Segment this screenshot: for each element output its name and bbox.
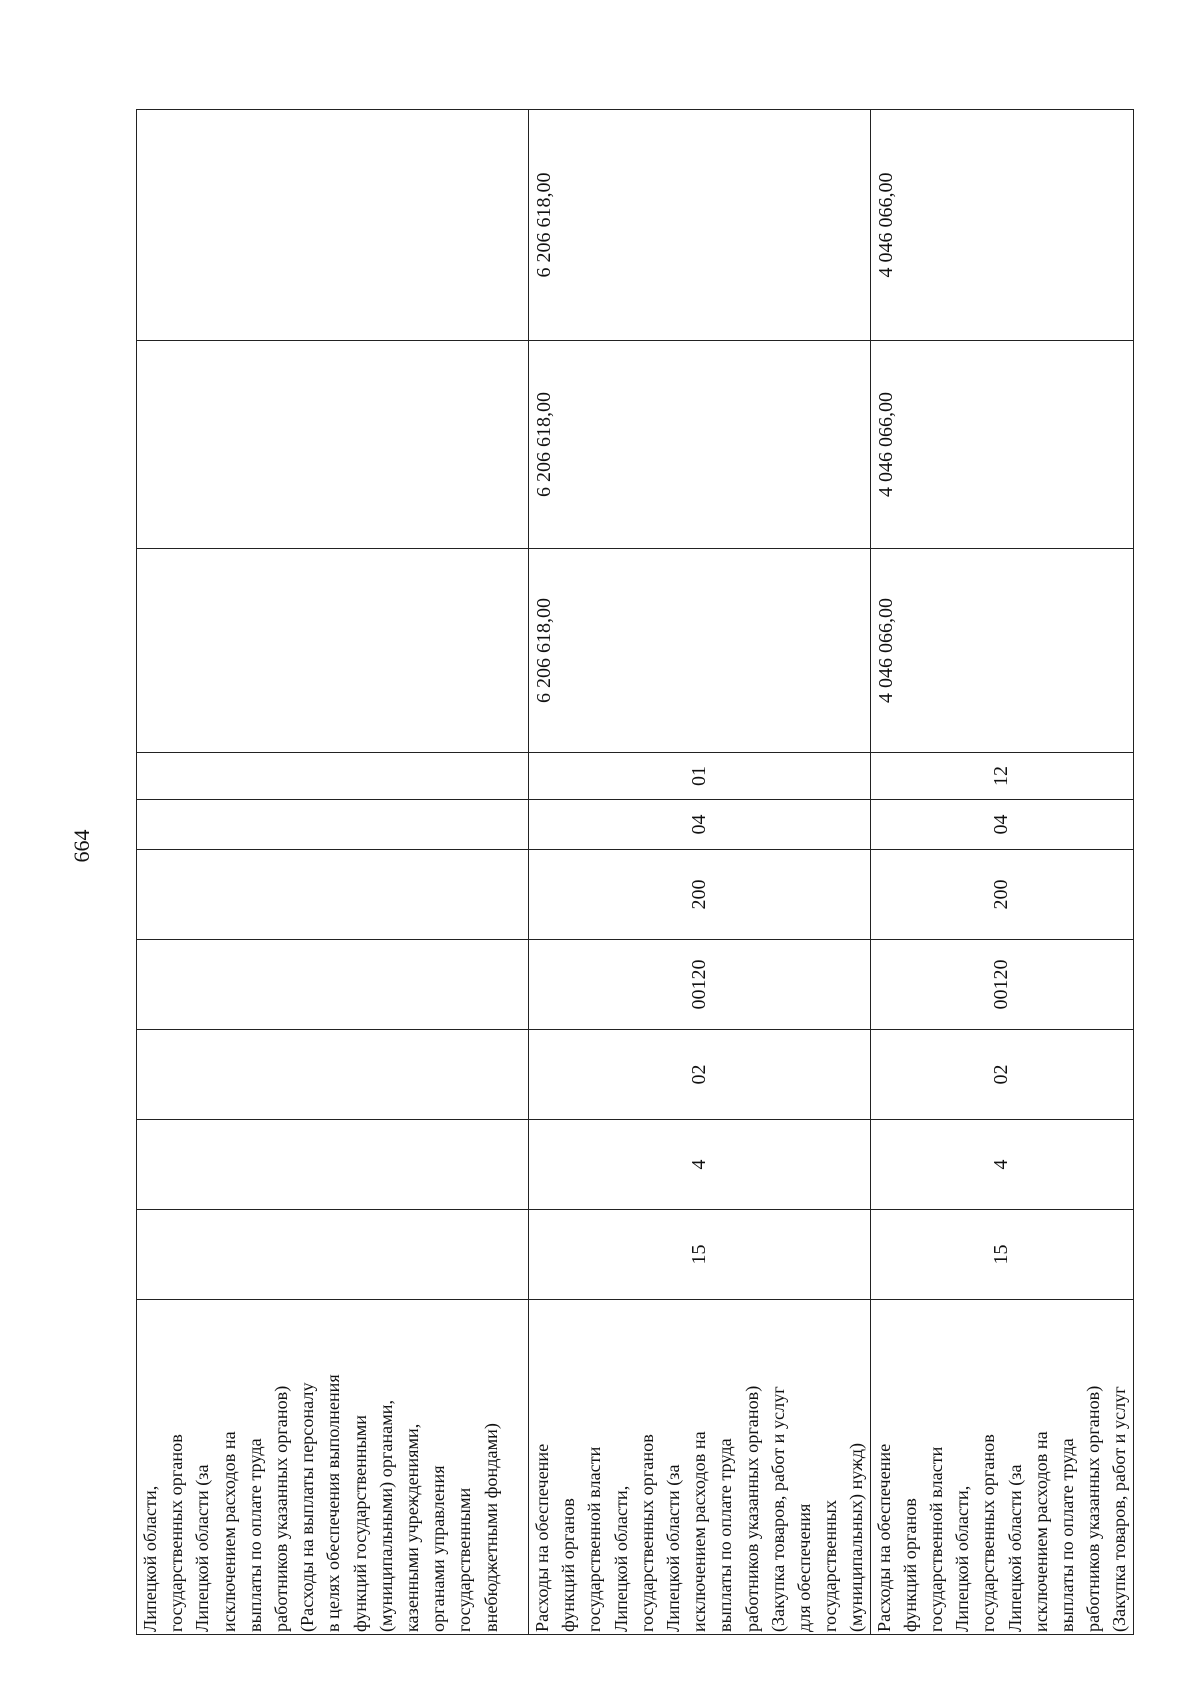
code-cell: 4: [870, 1120, 1133, 1210]
amount-cell: [137, 341, 529, 549]
amount-cell: [137, 110, 529, 341]
code-cell: [137, 1210, 529, 1300]
code-cell: 12: [870, 753, 1133, 800]
code-cell: [137, 940, 529, 1030]
row-name-cell: Расходы на обеспечение функций органов государственной власти Липецкой области, государственных органов Липецкой области (за исключением расходов на выплаты по оплате труда работников указанных органов) (Закупка товаров, работ и услуг для обеспечения государственных (муниципальных) нужд): [529, 1300, 871, 1635]
code-cell: 200: [870, 850, 1133, 940]
code-cell: 02: [529, 1030, 871, 1120]
code-cell: [137, 1120, 529, 1210]
table-row: [870, 110, 1133, 1635]
amount-cell: 4 046 066,00: [870, 549, 1133, 753]
code-cell: [137, 753, 529, 800]
code-cell: 02: [870, 1030, 1133, 1120]
amount-cell: 6 206 618,00: [529, 549, 871, 753]
code-cell: [137, 850, 529, 940]
amount-cell: 6 206 618,00: [529, 110, 871, 341]
table-row: [137, 110, 529, 1635]
code-cell: 00120: [870, 940, 1133, 1030]
rotated-table-container: [136, 110, 1130, 1635]
code-cell: 01: [529, 753, 871, 800]
amount-cell: 4 046 066,00: [870, 110, 1133, 341]
amount-cell: 4 046 066,00: [870, 341, 1133, 549]
code-cell: 15: [529, 1210, 871, 1300]
table-row: [529, 110, 871, 1635]
code-cell: [137, 1030, 529, 1120]
code-cell: 04: [529, 800, 871, 850]
row-name-cell: Липецкой области, государственных органов Липецкой области (за исключением расходов на выплаты по оплате труда работников указанных органов) (Расходы на выплаты персоналу в целях обеспечения выполнения функций государственными (муниципальными) органами, казенными учреждениями, органами управления государственными внебюджетными фондами): [137, 1300, 529, 1635]
code-cell: 4: [529, 1120, 871, 1210]
code-cell: 15: [870, 1210, 1133, 1300]
amount-cell: 6 206 618,00: [529, 341, 871, 549]
budget-table: [136, 109, 1134, 1635]
code-cell: 04: [870, 800, 1133, 850]
amount-cell: [137, 549, 529, 753]
code-cell: 00120: [529, 940, 871, 1030]
row-name-cell: Расходы на обеспечение функций органов государственной власти Липецкой области, государственных органов Липецкой области (за исключением расходов на выплаты по оплате труда работников указанных органов) (Закупка товаров, работ и услуг: [870, 1300, 1133, 1635]
code-cell: 200: [529, 850, 871, 940]
page-number: 664: [69, 829, 94, 863]
code-cell: [137, 800, 529, 850]
